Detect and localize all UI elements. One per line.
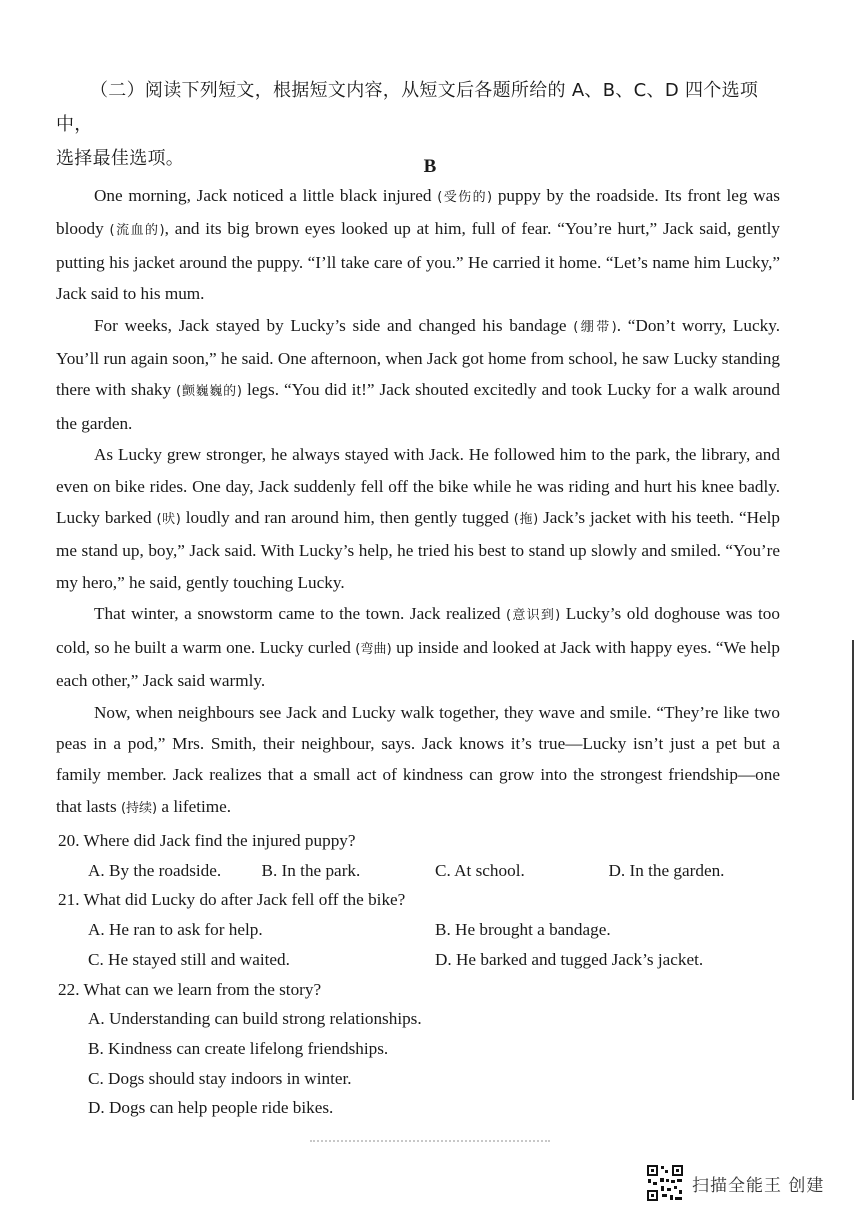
question-stem: 21. What did Lucky do after Jack fell off the bike? [58,890,406,910]
passage-text: Now, when neighbours see Jack and Lucky walk together, they wave and smile. “They’re like two peas in a pod,” Mrs. Smith, their neighbour, says. Jack knows it’s true—Lucky isn’t just a pet but a family member. Jack realizes that a small act of kindness can grow into the strongest friendship—one that lasts [56,702,780,816]
chinese-gloss: (意识到) [506,608,561,624]
answer-option: B. Kindness can create lifelong friendships. [88,1038,389,1058]
answer-option: C. Dogs should stay indoors in winter. [88,1068,352,1088]
options-row [58,856,782,886]
passage-paragraph [56,598,780,696]
passage-text: Jack’s jacket with his teeth. “Help me stand up, boy,” Jack said. With Lucky’s help, he tried his best to stand up slowly and smiled. “You’re my hero,” he said, gently touching Lucky. [56,508,780,592]
passage-text: legs. “You did it!” Jack shouted excitedly and took Lucky for a walk around the garden. [56,380,780,433]
answer-option: C. At school. [435,860,525,880]
passage-title: B [423,156,437,177]
chinese-gloss: (吠) [156,512,181,528]
passage-text: One morning, Jack noticed a little black injured [94,186,438,205]
passage-text: . “Don’t worry, Lucky. You’ll run again soon,” he said. One afternoon, when Jack got home from school, he saw Lucky standing there with shaky [56,315,780,400]
instruction-line-1: （二）阅读下列短文，根据短文内容，从短文后各题所给的 A、B、C、D 四个选项中， [56,80,759,135]
answer-option: C. He stayed still and waited. [88,949,290,969]
answer-option: A. By the roadside. [88,860,222,880]
chinese-gloss: (绷带) [573,319,617,335]
answer-option: B. He brought a bandage. [435,920,611,940]
question-stem: 20. Where did Jack find the injured puppy? [58,831,356,850]
passage-paragraph [56,180,780,310]
answer-option: A. He ran to ask for help. [88,920,263,940]
instruction-line-2: 选择最佳选项。 [56,148,185,169]
answer-option: A. Understanding can build strong relationships. [88,1009,422,1029]
passage-paragraph [56,439,780,598]
passage-paragraph [56,697,780,825]
binding-edge-line [852,640,854,1100]
watermark-text: 扫描全能王 创建 [692,1175,825,1196]
answer-option: D. He barked and tugged Jack’s jacket. [435,949,704,969]
options-column [58,1004,782,1123]
passage-text: That winter, a snowstorm came to the town. Jack realized [94,604,506,624]
passage-text: a lifetime. [157,796,232,816]
question-item [58,885,782,974]
options-row [58,915,782,945]
qr-code-icon [646,1164,684,1202]
answer-option: B. In the park. [261,860,361,880]
chinese-gloss: (受伤的) [437,190,493,205]
passage-text: For weeks, Jack stayed by Lucky’s side and changed his bandage [94,315,574,335]
passage-paragraph [56,310,780,440]
reading-passage [56,180,780,824]
passage-text: up inside and looked at Jack with happy eyes. “We help each other,” Jack said warmly. [56,637,780,691]
passage-text: , and its big brown eyes looked up at him, full of fear. “You’re hurt,” Jack said, gently putting his jacket around the puppy. “I’ll take care of you.” He carried it home. “Let’s name him Lucky,” Jack said to his mum. [56,219,780,304]
question-stem: 22. What can we learn from the story? [58,979,322,999]
question-list [58,826,782,1123]
question-item [58,826,782,885]
passage-text: Lucky’s old doghouse was too cold, so he built a warm one. Lucky curled [56,604,780,657]
passage-text: puppy by the roadside. Its front leg was bloody [56,186,780,239]
page-footer-dots [310,1140,550,1146]
chinese-gloss: (持续) [120,800,158,816]
passage-text: loudly and ran around him, then gently tugged [180,508,514,528]
chinese-gloss: (颤巍巍的) [176,384,242,400]
answer-option: D. In the garden. [608,860,725,880]
chinese-gloss: (流血的) [109,223,165,239]
passage-text: As Lucky grew stronger, he always stayed with Jack. He followed him to the park, the library, and even on bike rides. One day, Jack suddenly fell off the bike while he was riding and hurt his knee badly. Lucky barked [56,445,780,528]
question-item [58,975,782,1124]
chinese-gloss: (拖) [513,512,539,528]
answer-option: D. Dogs can help people ride bikes. [88,1098,334,1118]
chinese-gloss: (弯曲) [355,641,392,657]
options-row [58,945,782,975]
scanner-watermark [646,1163,824,1203]
